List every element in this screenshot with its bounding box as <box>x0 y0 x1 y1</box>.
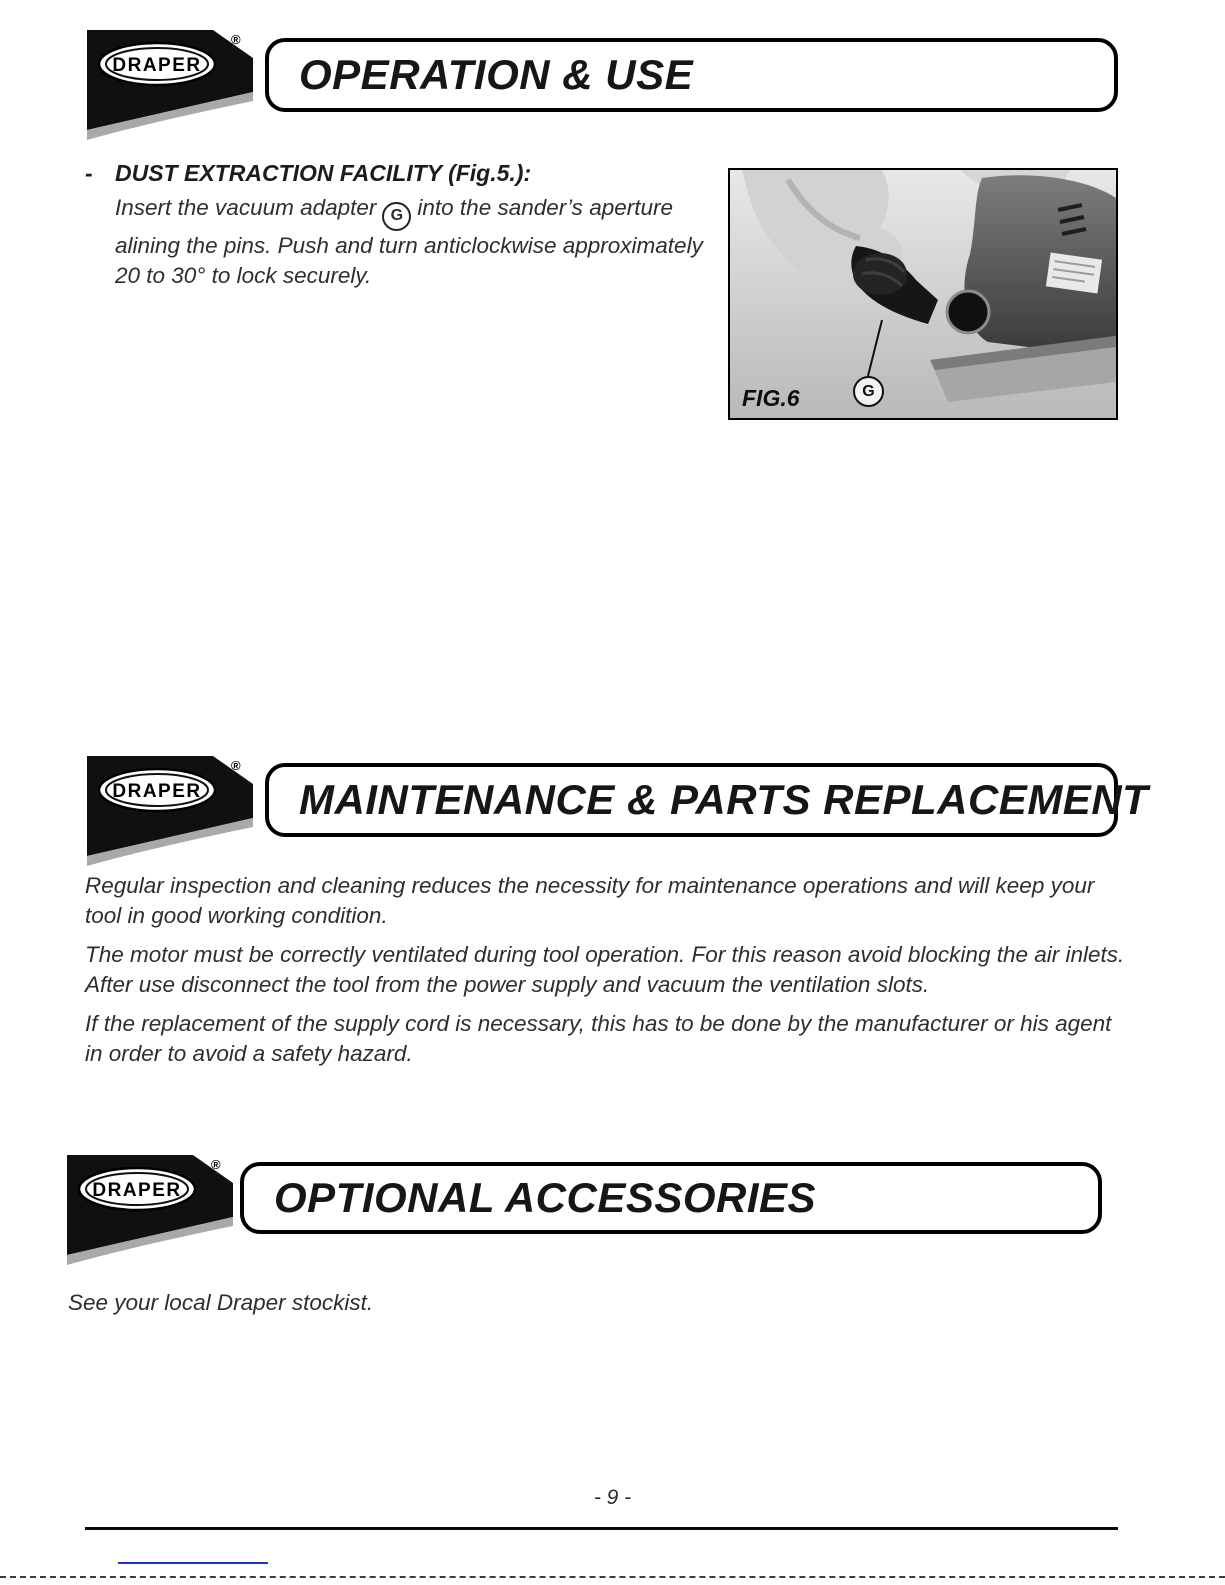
maintenance-body <box>85 871 1125 1078</box>
figure-label: FIG.6 <box>742 385 800 411</box>
draper-logo <box>85 756 255 868</box>
body-text-post: into the sander’s aperture alining the pins. Push and turn anticlockwise approximately 20 to 30° to lock securely. <box>115 195 703 288</box>
section-header-accessories <box>240 1162 1102 1234</box>
section-title-operation: OPERATION & USE <box>299 51 694 98</box>
body-text-pre: Insert the vacuum adapter <box>115 195 377 220</box>
accessories-body: See your local Draper stockist. <box>68 1290 374 1315</box>
maintenance-paragraph: Regular inspection and cleaning reduces the necessity for maintenance operations and will keep your tool in good working condition. <box>85 873 1095 928</box>
draper-logo-badge <box>65 1155 235 1267</box>
figure-callout-g: G <box>853 376 884 407</box>
registered-trademark-icon: ® <box>231 758 241 773</box>
dust-extraction-heading <box>85 160 531 187</box>
footer-link-artifact[interactable] <box>118 1550 268 1564</box>
section-title-accessories: OPTIONAL ACCESSORIES <box>274 1174 817 1221</box>
dust-extraction-heading-text: DUST EXTRACTION FACILITY (Fig.5.): <box>115 160 532 186</box>
registered-trademark-icon: ® <box>231 32 241 47</box>
footer-rule <box>85 1527 1118 1530</box>
section-header-maintenance <box>265 763 1149 837</box>
dust-extraction-body <box>115 193 710 291</box>
figure-6-photo <box>730 170 1116 418</box>
part-label-g-icon: G <box>382 202 411 231</box>
draper-logo-text: DRAPER <box>112 55 202 76</box>
bullet-dash: - <box>85 160 93 186</box>
draper-logo-text: DRAPER <box>112 781 202 802</box>
draper-logo <box>85 30 255 142</box>
draper-logo-badge <box>85 30 255 142</box>
draper-logo <box>65 1155 235 1267</box>
section-title-maintenance: MAINTENANCE & PARTS REPLACEMENT <box>299 776 1149 823</box>
section-header-operation <box>265 38 1118 112</box>
maintenance-paragraph: If the replacement of the supply cord is necessary, this has to be done by the manufacturer or his agent in order to avoid a safety hazard. <box>85 1011 1112 1066</box>
registered-trademark-icon: ® <box>211 1157 221 1172</box>
maintenance-paragraph: The motor must be correctly ventilated during tool operation. For this reason avoid blocking the air inlets. After use disconnect the tool from the power supply and vacuum the ventilation slots. <box>85 942 1125 997</box>
page-number: - 9 - <box>593 1486 632 1509</box>
draper-logo-badge <box>85 756 255 868</box>
figure-6 <box>728 168 1118 420</box>
bottom-cut-line <box>0 1576 1225 1578</box>
draper-logo-text: DRAPER <box>92 1180 182 1201</box>
